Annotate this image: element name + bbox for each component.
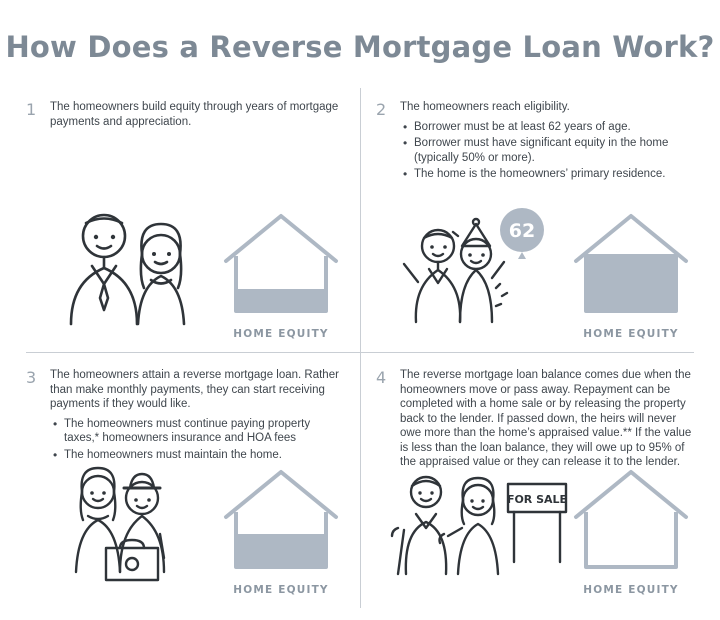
list-item: • The homeowners must maintain the home. [64, 448, 348, 463]
step-3-artwork [26, 462, 348, 612]
step-4-artwork [376, 462, 698, 612]
page-title: How Does a Reverse Mortgage Loan Work? [5, 30, 715, 64]
svg-text:62: 62 [508, 220, 536, 242]
step-2-number: 2 [376, 100, 387, 119]
step-2-artwork [376, 200, 698, 350]
house-equity-graphic-2 [566, 206, 696, 326]
vertical-divider [360, 88, 361, 608]
step-3-body [50, 368, 348, 464]
step-2 [376, 100, 698, 350]
step-1-artwork [26, 200, 348, 350]
couple-celebrating-illustration [396, 202, 571, 332]
home-equity-label-2: HOME EQUITY [583, 328, 679, 340]
step-2-bullets [400, 120, 698, 182]
house-equity-graphic-1 [216, 206, 346, 326]
step-2-body [400, 100, 698, 184]
step-3-bullets [50, 417, 348, 463]
step-4 [376, 368, 698, 612]
step-4-text: The reverse mortgage loan balance comes due when the homeowners move or pass away. Repayment can be completed with a home sale or by releasing the property back to the lender. If passed down, the heirs will never owe more than the home’s appraised value.** If the value is less than the loan balance, they will owe up to 95% of the appraised value or they can release it to the lender. [400, 369, 692, 468]
home-equity-label-3: HOME EQUITY [233, 584, 329, 596]
step-1-body [50, 100, 348, 129]
list-item: • Borrower must be at least 62 years of age. [414, 120, 698, 135]
step-3 [26, 368, 348, 612]
step-4-body [400, 368, 698, 470]
home-equity-label-4: HOME EQUITY [583, 584, 679, 596]
step-4-number: 4 [376, 368, 387, 387]
house-equity-graphic-4 [566, 462, 696, 582]
couple-standing-illustration [46, 206, 221, 336]
step-1-number: 1 [26, 100, 37, 119]
couple-with-for-sale-sign-illustration [382, 462, 572, 592]
couple-with-money-illustration [46, 462, 221, 592]
list-item: • The home is the homeowners’ primary residence. [414, 167, 698, 182]
list-item: • The homeowners must continue paying property taxes,* homeowners insurance and HOA fees [64, 417, 348, 446]
home-equity-label-1: HOME EQUITY [233, 328, 329, 340]
step-3-text: The homeowners attain a reverse mortgage loan. Rather than make monthly payments, they can start receiving payments if they would like. [50, 369, 339, 410]
house-equity-graphic-3 [216, 462, 346, 582]
for-sale-sign-text: FOR SALE [506, 493, 568, 506]
list-item: • Borrower must have significant equity in the home (typically 50% or more). [414, 136, 698, 165]
step-1 [26, 100, 348, 350]
step-1-text: The homeowners build equity through years of mortgage payments and appreciation. [50, 101, 339, 128]
step-3-number: 3 [26, 368, 37, 387]
step-2-text: The homeowners reach eligibility. [400, 101, 570, 113]
